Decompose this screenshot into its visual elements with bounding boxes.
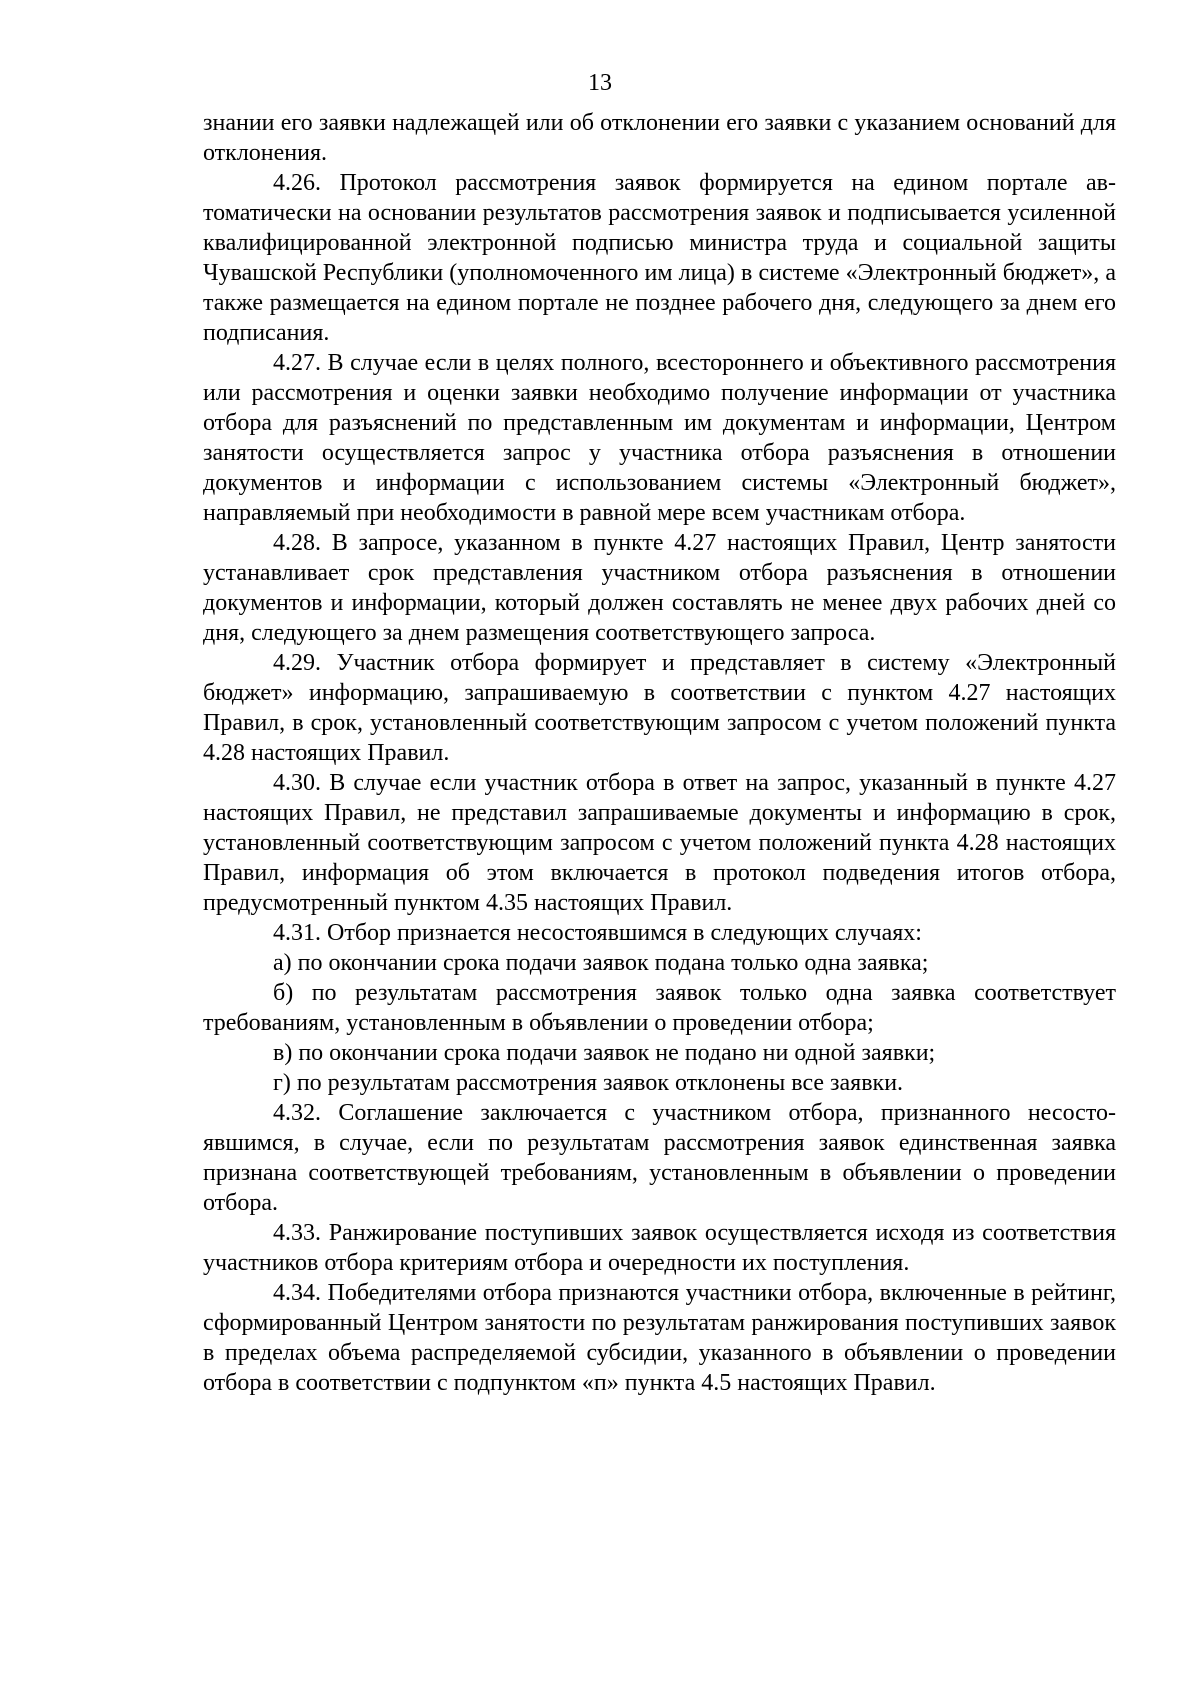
list-item-a: а) по окончании срока подачи заявок подана только одна заявка; [273, 950, 929, 976]
page-number: 13 [588, 70, 612, 96]
paragraph-4-29: 4.29. Участник отбора формирует и представляет в систему «Электронный бюджет» информацию, запрашиваемую в соответствии с пунктом 4.27 настоящих Правил, в срок, установленный соответствующим запросом с учетом положений пункта 4.28 настоящих Правил. [203, 650, 1116, 766]
paragraph-4-33: 4.33. Ранжирование поступивших заявок осуществляется исходя из соответствия участников отбора критериям отбора и очередности их поступления. [203, 1220, 1116, 1276]
paragraph-4-30: 4.30. В случае если участник отбора в ответ на запрос, указанный в пункте 4.27 настоящих Правил, не представил запрашиваемые документы и информацию в срок, установленный соответствующим запросом с учетом положений пункта 4.28 настоящих Правил, информация об этом включается в протокол подведения итогов отбора, предусмотренный пунктом 4.35 настоящих Правил. [203, 770, 1116, 916]
list-item-b: б) по результатам рассмотрения заявок только одна заявка соответствует требованиям, установленным в объявлении о проведении отбора; [203, 980, 1116, 1036]
paragraph-4-27: 4.27. В случае если в целях полного, всестороннего и объективного рассмотрения или рассмотрения и оценки заявки необходимо получение информации от участника отбора для разъяснений по представленным им документам и информации, Центром занятости осуществляется запрос у участника отбора разъяснения в отношении документов и информации с использованием системы «Электронный бюджет», направляемый при необходимости в равной мере всем участникам отбора. [203, 350, 1116, 526]
list-item-v: в) по окончании срока подачи заявок не подано ни одной заявки; [273, 1040, 936, 1066]
paragraph-4-26: 4.26. Протокол рассмотрения заявок формируется на едином портале автоматически на основании результатов рассмотрения заявок и подписывается усиленной квалифицированной электронной подписью министра труда и социальной защиты Чувашской Республики (уполномоченного им лица) в системе «Электронный бюджет», а также размещается на едином портале не позднее рабочего дня, следующего за днем его подписания. [203, 170, 1116, 346]
paragraph-4-32: 4.32. Соглашение заключается с участником отбора, признанного несостоявшимся, в случае, если по результатам рассмотрения заявок единственная заявка признана соответствующей требованиям, установленным в объявлении о проведении отбора. [203, 1100, 1116, 1216]
paragraph-4-34: 4.34. Победителями отбора признаются участники отбора, включенные в рейтинг, сформированный Центром занятости по результатам ранжирования поступивших заявок в пределах объема распределяемой субсидии, указанного в объявлении о проведении отбора в соответствии с подпунктом «п» пункта 4.5 настоящих Правил. [203, 1280, 1116, 1396]
list-item-g: г) по результатам рассмотрения заявок отклонены все заявки. [273, 1070, 904, 1096]
paragraph-continuation: знании его заявки надлежащей или об отклонении его заявки с указанием оснований для отклонения. [203, 110, 1116, 166]
paragraph-4-28: 4.28. В запросе, указанном в пункте 4.27 настоящих Правил, Центр занятости устанавливает срок представления участником отбора разъяснения в отношении документов и информации, который должен составлять не менее двух рабочих дней со дня, следующего за днем размещения соответствующего запроса. [203, 530, 1116, 646]
document-body [203, 108, 1116, 1398]
paragraph-4-31: 4.31. Отбор признается несостоявшимся в следующих случаях: [273, 920, 922, 946]
